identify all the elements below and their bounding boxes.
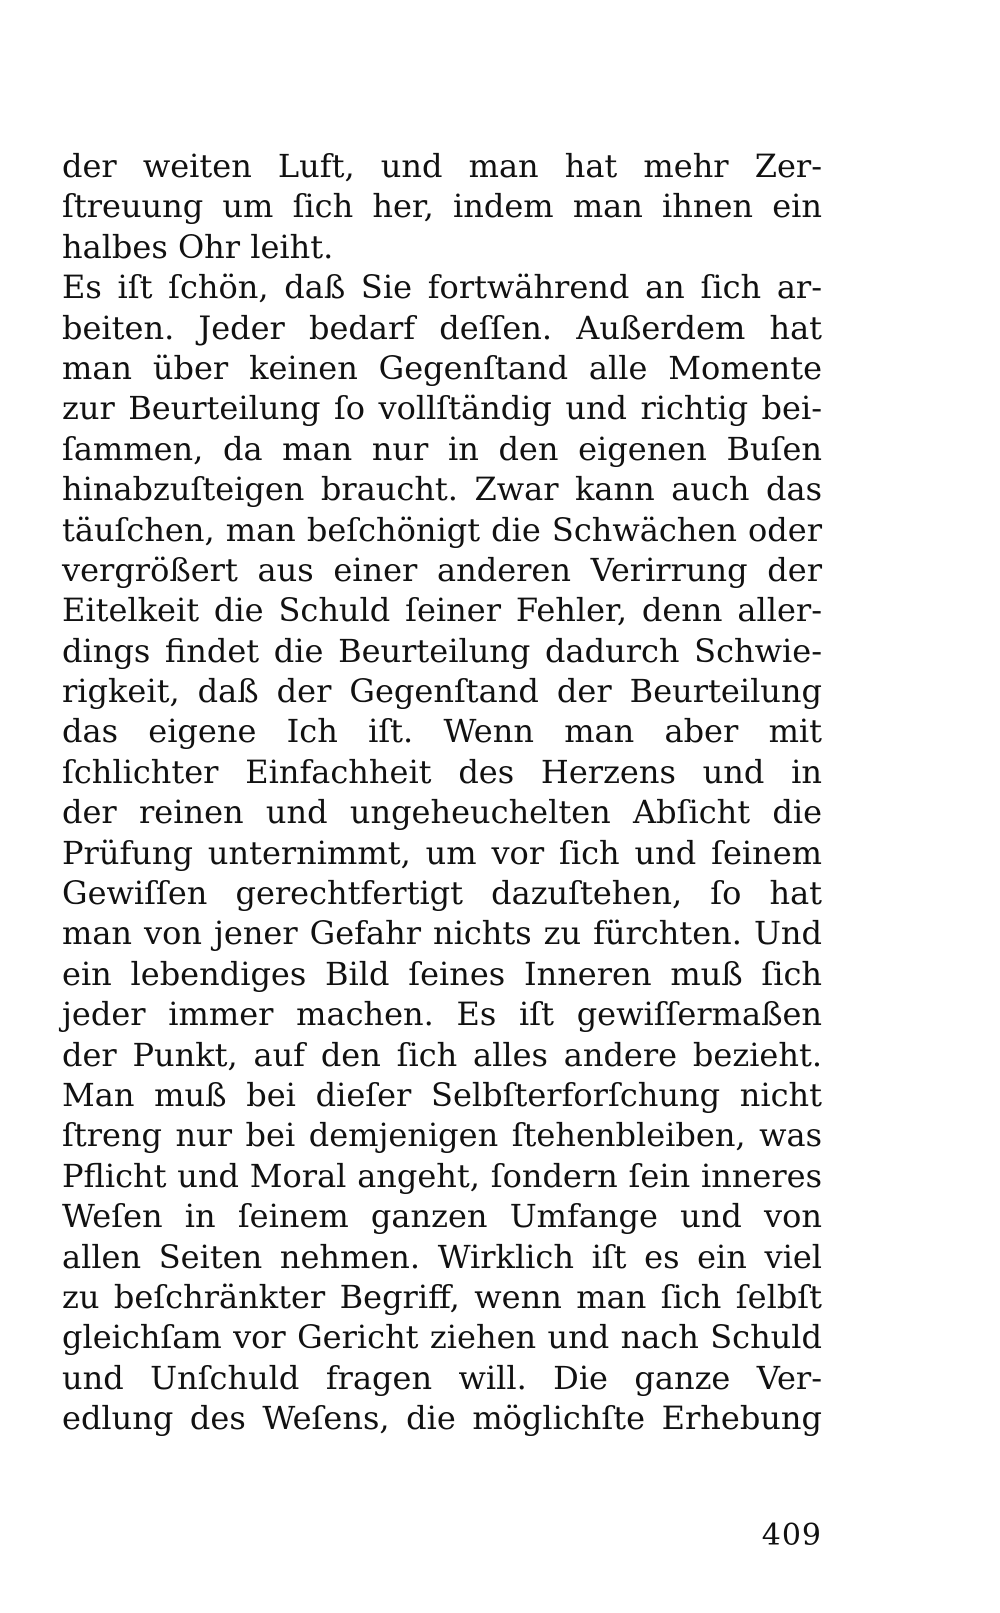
text-line: zu beſchränkter Begriff, wenn man ſich ſelbſt	[62, 1277, 822, 1316]
text-line: allen Seiten nehmen. Wirklich iſt es ein viel	[62, 1237, 822, 1276]
text-line: Weſen in ſeinem ganzen Umfange und von	[62, 1197, 822, 1236]
text-line: ſtreng nur bei demjenigen ſtehenbleiben, was	[62, 1116, 822, 1155]
text-line: rigkeit, daß der Gegenſtand der Beurteilung	[62, 672, 822, 711]
text-line: gleichſam vor Gericht ziehen und nach Schuld	[62, 1318, 822, 1357]
text-line: halbes Ohr leiht.	[62, 227, 334, 266]
text-line: Pflicht und Moral angeht, ſondern ſein inneres	[62, 1156, 822, 1195]
text-line: beiten. Jeder bedarf deſſen. Außerdem hat	[62, 308, 822, 347]
text-line: Man muß bei dieſer Selbſterforſchung nicht	[62, 1075, 822, 1114]
text-line: der reinen und ungeheuchelten Abſicht die	[62, 793, 822, 832]
text-line: zur Beurteilung ſo vollſtändig und richtig bei-	[62, 389, 822, 428]
text-line: das eigene Ich iſt. Wenn man aber mit	[62, 712, 822, 751]
text-line: hinabzuſteigen braucht. Zwar kann auch das	[62, 470, 822, 509]
text-line: Es iſt ſchön, daß Sie fortwährend an ſich ar-	[62, 268, 822, 307]
text-line: Gewiſſen gerechtfertigt dazuſtehen, ſo hat	[62, 874, 822, 913]
text-line: man von jener Gefahr nichts zu fürchten. Und	[62, 914, 822, 953]
text-line: jeder immer machen. Es iſt gewiſſermaßen	[62, 995, 822, 1034]
text-line: ſtreuung um ſich her, indem man ihnen ein	[62, 187, 822, 226]
text-line: täuſchen, man beſchönigt die Schwächen oder	[62, 510, 822, 549]
body-text	[62, 146, 822, 1439]
text-line: Eitelkeit die Schuld ſeiner Fehler, denn aller-	[62, 591, 822, 630]
text-line: edlung des Weſens, die möglichſte Erhebung	[62, 1399, 822, 1438]
page-number: 409	[761, 1518, 822, 1553]
text-line: ſchlichter Einfachheit des Herzens und in	[62, 752, 822, 791]
text-line: der Punkt, auf den ſich alles andere bezieht.	[62, 1035, 822, 1074]
text-line: Prüfung unternimmt, um vor ſich und ſeinem	[62, 833, 822, 872]
text-line: und Unſchuld fragen will. Die ganze Ver-	[62, 1358, 822, 1397]
text-line: vergrößert aus einer anderen Verirrung der	[62, 550, 822, 589]
text-line: ein lebendiges Bild ſeines Inneren muß ſich	[62, 954, 822, 993]
text-line: ſammen, da man nur in den eigenen Buſen	[62, 429, 822, 468]
text-line: man über keinen Gegenſtand alle Momente	[62, 348, 822, 387]
text-line: dings findet die Beurteilung dadurch Schwie-	[62, 631, 822, 670]
text-line: der weiten Luft, und man hat mehr Zer-	[62, 147, 822, 185]
